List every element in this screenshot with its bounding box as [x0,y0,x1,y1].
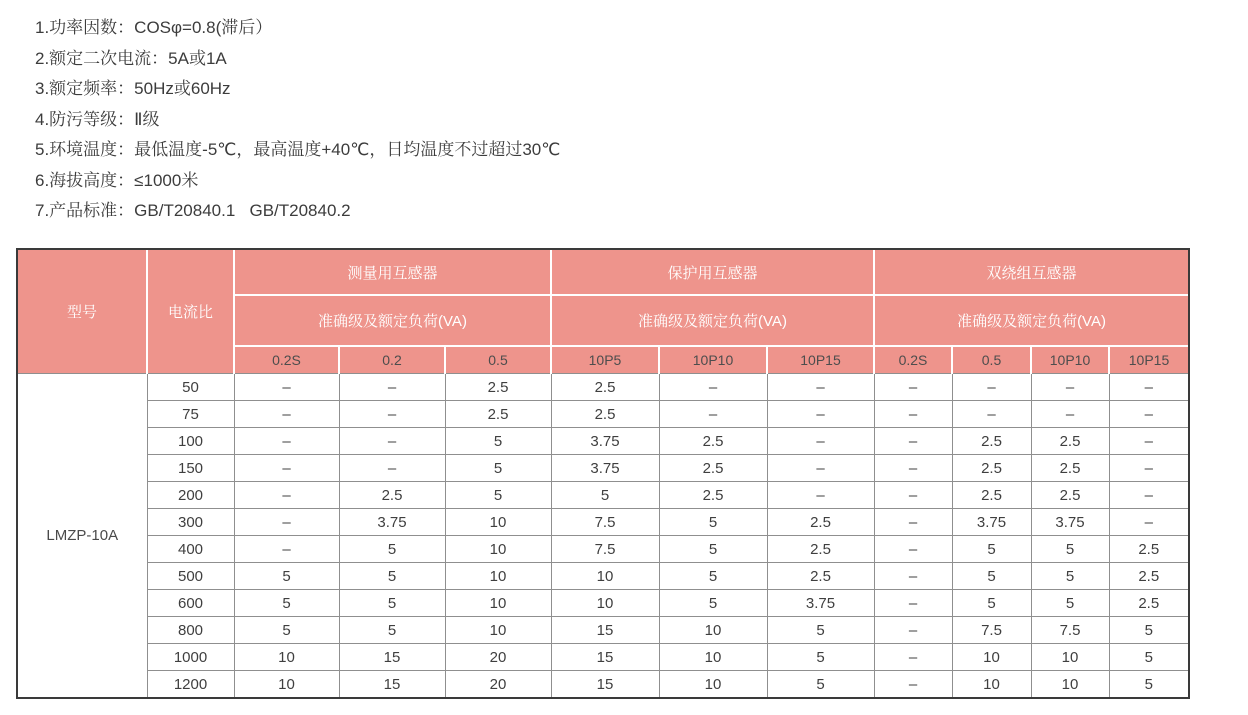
value-cell: 2.5 [339,482,445,509]
col-header-d-0.2s: 0.2S [874,346,952,374]
value-cell: 10 [1031,671,1109,698]
value-cell: 2.5 [659,428,767,455]
note-ambient-temperature: 5.环境温度：最低温度-5℃，最高温度+40℃，日均温度不过超过30℃ [35,140,561,159]
value-cell: 5 [767,617,874,644]
value-cell: – [874,509,952,536]
value-cell: – [234,509,339,536]
ratio-cell: 300 [147,509,234,536]
value-cell: – [1031,374,1109,401]
table-body [18,374,1188,698]
col-header-ratio: 电流比 [147,250,234,374]
note-rated-frequency: 3.额定频率：50Hz或60Hz [35,79,231,98]
value-cell: 5 [659,509,767,536]
ratio-cell: 400 [147,536,234,563]
value-cell: – [339,455,445,482]
value-cell: – [952,374,1031,401]
value-cell: 5 [659,536,767,563]
value-cell: 5 [659,563,767,590]
col-header-p-10p10: 10P10 [659,346,767,374]
value-cell: 3.75 [952,509,1031,536]
value-cell: – [234,455,339,482]
value-cell: 5 [952,590,1031,617]
value-cell: – [767,482,874,509]
value-cell: 2.5 [952,455,1031,482]
note-pollution-class: 4.防污等级：Ⅱ级 [35,109,160,129]
value-cell: 10 [445,563,551,590]
value-cell: – [874,617,952,644]
value-cell: 5 [445,482,551,509]
value-cell: 2.5 [659,455,767,482]
col-header-d-0.5: 0.5 [952,346,1031,374]
table-row [18,644,1188,671]
value-cell: 7.5 [551,536,659,563]
value-cell: – [234,536,339,563]
value-cell: 5 [234,563,339,590]
note-secondary-current: 2.额定二次电流：5A或1A [35,48,227,68]
note-product-standard: 7.产品标准：GB/T20840.1 GB/T20840.2 [35,201,351,220]
table-row [18,374,1188,401]
value-cell: 2.5 [767,536,874,563]
value-cell: 5 [1031,563,1109,590]
value-cell: 20 [445,671,551,698]
value-cell: 10 [445,617,551,644]
value-cell: – [1109,428,1188,455]
value-cell: 5 [1109,617,1188,644]
value-cell: 5 [659,590,767,617]
value-cell: 15 [551,671,659,698]
value-cell: 2.5 [1031,482,1109,509]
value-cell: 7.5 [551,509,659,536]
value-cell: 2.5 [1031,455,1109,482]
value-cell: – [874,536,952,563]
value-cell: – [339,374,445,401]
col-header-p-10p15: 10P15 [767,346,874,374]
ratio-cell: 1000 [147,644,234,671]
table-row [18,671,1188,698]
value-cell: 10 [445,536,551,563]
value-cell: – [874,671,952,698]
spec-notes-list [35,13,560,227]
value-cell: – [767,428,874,455]
group-subtitle-protection: 准确级及额定负荷(VA) [551,295,874,346]
value-cell: – [874,455,952,482]
group-title-measuring: 测量用互感器 [234,250,551,295]
table-row [18,509,1188,536]
value-cell: 2.5 [551,374,659,401]
value-cell: 5 [339,617,445,644]
value-cell: – [234,401,339,428]
value-cell: 10 [445,509,551,536]
col-header-d-10p10: 10P10 [1031,346,1109,374]
col-header-m-0.5: 0.5 [445,346,551,374]
value-cell: 5 [767,644,874,671]
table-row [18,617,1188,644]
value-cell: 3.75 [551,455,659,482]
value-cell: 5 [234,617,339,644]
value-cell: 20 [445,644,551,671]
value-cell: 5 [234,590,339,617]
value-cell: 5 [952,536,1031,563]
table-row [18,401,1188,428]
value-cell: 7.5 [1031,617,1109,644]
value-cell: 5 [445,455,551,482]
col-header-d-10p15: 10P15 [1109,346,1188,374]
value-cell: – [339,428,445,455]
ratio-cell: 50 [147,374,234,401]
value-cell: – [1109,374,1188,401]
table-row [18,590,1188,617]
ratio-cell: 600 [147,590,234,617]
value-cell: 10 [551,563,659,590]
value-cell: 2.5 [1031,428,1109,455]
value-cell: – [234,482,339,509]
value-cell: 3.75 [551,428,659,455]
value-cell: 10 [234,671,339,698]
value-cell: 10 [952,644,1031,671]
ratio-cell: 100 [147,428,234,455]
table-row [18,455,1188,482]
value-cell: 5 [339,590,445,617]
value-cell: 2.5 [659,482,767,509]
value-cell: – [952,401,1031,428]
value-cell: – [874,374,952,401]
col-header-m-0.2s: 0.2S [234,346,339,374]
table-row [18,428,1188,455]
value-cell: 2.5 [1109,536,1188,563]
value-cell: – [1109,482,1188,509]
value-cell: 3.75 [1031,509,1109,536]
value-cell: 2.5 [1109,563,1188,590]
value-cell: – [1031,401,1109,428]
value-cell: 5 [952,563,1031,590]
col-header-p-10p5: 10P5 [551,346,659,374]
value-cell: – [874,482,952,509]
value-cell: 10 [551,590,659,617]
ratio-cell: 75 [147,401,234,428]
ratio-cell: 150 [147,455,234,482]
value-cell: – [874,428,952,455]
value-cell: 2.5 [767,509,874,536]
spec-table [18,250,1188,697]
value-cell: 2.5 [1109,590,1188,617]
value-cell: – [1109,509,1188,536]
value-cell: – [1109,401,1188,428]
col-header-model: 型号 [18,250,147,374]
value-cell: 10 [952,671,1031,698]
ratio-cell: 1200 [147,671,234,698]
model-cell: LMZP-10A [18,374,147,698]
note-altitude: 6.海拔高度：≤1000米 [35,170,199,190]
ratio-cell: 800 [147,617,234,644]
group-subtitle-measuring: 准确级及额定负荷(VA) [234,295,551,346]
value-cell: 10 [659,644,767,671]
value-cell: – [767,455,874,482]
value-cell: 5 [445,428,551,455]
value-cell: – [659,374,767,401]
value-cell: 5 [551,482,659,509]
value-cell: 3.75 [767,590,874,617]
value-cell: 2.5 [767,563,874,590]
group-subtitle-double-winding: 准确级及额定负荷(VA) [874,295,1188,346]
value-cell: 5 [767,671,874,698]
value-cell: 2.5 [445,401,551,428]
value-cell: – [234,374,339,401]
value-cell: – [767,374,874,401]
note-power-factor: 1.功率因数：COSφ=0.8(滞后） [35,18,273,37]
spec-table-frame [16,248,1190,699]
value-cell: 15 [339,671,445,698]
value-cell: 10 [659,617,767,644]
value-cell: – [234,428,339,455]
value-cell: 5 [1109,671,1188,698]
value-cell: 10 [659,671,767,698]
table-row [18,536,1188,563]
value-cell: 5 [339,536,445,563]
value-cell: – [874,563,952,590]
value-cell: – [874,644,952,671]
value-cell: 2.5 [445,374,551,401]
value-cell: 3.75 [339,509,445,536]
value-cell: 15 [551,644,659,671]
value-cell: – [767,401,874,428]
group-title-protection: 保护用互感器 [551,250,874,295]
value-cell: 2.5 [952,482,1031,509]
value-cell: 5 [1031,536,1109,563]
value-cell: 2.5 [952,428,1031,455]
value-cell: 5 [1109,644,1188,671]
table-header [18,250,1188,374]
value-cell: 7.5 [952,617,1031,644]
value-cell: 10 [445,590,551,617]
value-cell: – [1109,455,1188,482]
value-cell: 10 [234,644,339,671]
col-header-m-0.2: 0.2 [339,346,445,374]
value-cell: 15 [339,644,445,671]
ratio-cell: 200 [147,482,234,509]
value-cell: 5 [339,563,445,590]
header-group-row [18,250,1188,295]
value-cell: 15 [551,617,659,644]
value-cell: 10 [1031,644,1109,671]
value-cell: – [659,401,767,428]
value-cell: – [874,590,952,617]
value-cell: 2.5 [551,401,659,428]
ratio-cell: 500 [147,563,234,590]
value-cell: 5 [1031,590,1109,617]
value-cell: – [339,401,445,428]
table-row [18,563,1188,590]
table-row [18,482,1188,509]
value-cell: – [874,401,952,428]
group-title-double-winding: 双绕组互感器 [874,250,1188,295]
